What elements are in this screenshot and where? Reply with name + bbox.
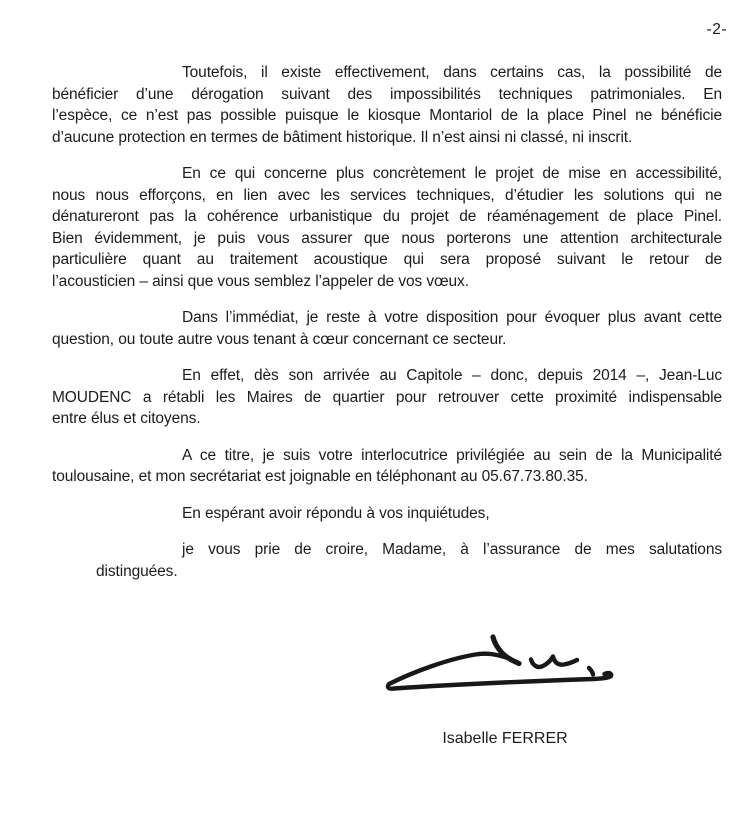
letter-line: Bien évidemment, je puis vous assurer que nous porterons une attention architecturale [52,229,722,247]
paragraph [52,163,722,292]
signatory-name: Isabelle FERRER [442,730,568,747]
paragraph [52,503,722,525]
paragraph [52,365,722,430]
letter-line: question, ou toute autre vous tenant à cœur concernant ce secteur. [52,330,507,348]
paragraph [52,307,722,350]
letter-line: Toutefois, il existe effectivement, dans certains cas, la possibilité de [182,64,722,81]
signature-image [375,617,635,717]
letter-line: En espérant avoir répondu à vos inquiétudes, [182,504,490,522]
letter-line: entre élus et citoyens. [52,410,201,427]
signature-block [375,617,635,749]
letter-line: particulière quant au traitement acoustique qui sera proposé suivant le retour de [52,251,722,268]
letter-line: nous nous efforçons, en lien avec les services techniques, d’étudier les solutions qui ne [52,186,722,204]
letter-line: l’acousticien – ainsi que vous semblez l’appeler de vos vœux. [52,272,469,290]
letter-line: toulousaine, et mon secrétariat est joignable en téléphonant au 05.67.73.80.35. [52,468,588,485]
paragraph [52,539,722,582]
letter-line: je vous prie de croire, Madame, à l’assurance de mes salutations [182,541,722,558]
letter-line: dénatureront pas la cohérence urbanistique du projet de réaménagement de place Pinel. [52,208,722,225]
letter-line: distinguées. [96,562,178,580]
letter-body [52,62,722,597]
letter-line: bénéficier d’une dérogation suivant des impossibilités techniques patrimoniales. En [52,85,722,103]
letter-line: l’espèce, ce n’est pas possible puisque le kiosque Montariol de la place Pinel ne bénéficie [52,107,722,124]
letter-line: A ce titre, je suis votre interlocutrice privilégiée au sein de la Municipalité [182,446,722,464]
letter-line: En ce qui concerne plus concrètement le projet de mise en accessibilité, [182,165,722,182]
page-number: -2- [706,21,727,38]
letter-line: MOUDENC a rétabli les Maires de quartier pour retrouver cette proximité indispensable [52,388,722,406]
paragraph [52,62,722,148]
letter-line: Dans l’immédiat, je reste à votre disposition pour évoquer plus avant cette [182,309,722,326]
letter-line: d’aucune protection en termes de bâtiment historique. Il n’est ainsi ni classé, ni inscrit. [52,128,633,146]
letter-line: En effet, dès son arrivée au Capitole – donc, depuis 2014 –, Jean-Luc [182,367,722,384]
paragraph [52,445,722,488]
